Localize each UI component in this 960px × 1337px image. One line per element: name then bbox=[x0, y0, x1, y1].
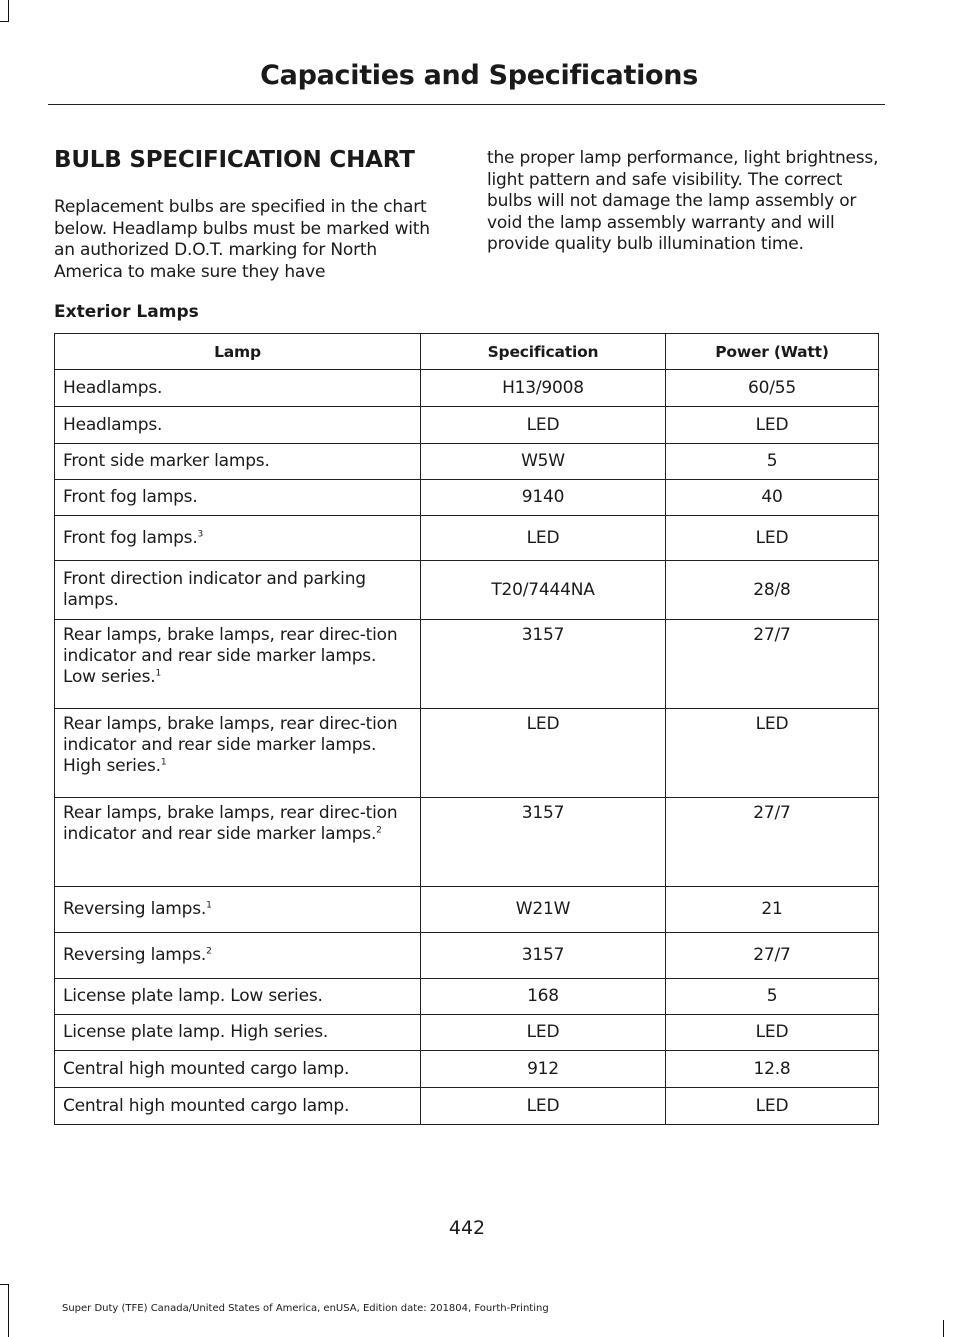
spec-cell: LED bbox=[421, 516, 666, 561]
power-cell: LED bbox=[666, 516, 879, 561]
lamp-cell bbox=[55, 979, 421, 1015]
lamp-name: License plate lamp. Low series. bbox=[63, 986, 323, 1006]
table-row bbox=[55, 1051, 879, 1088]
lamp-name: Central high mounted cargo lamp. bbox=[63, 1058, 350, 1079]
lamp-name: Headlamps. bbox=[63, 377, 163, 398]
power-cell: 28/8 bbox=[666, 561, 879, 620]
lamp-cell bbox=[55, 709, 421, 798]
lamp-name: Front direction indicator and parking lamps. bbox=[63, 569, 366, 610]
table-row bbox=[55, 979, 879, 1015]
lamp-cell bbox=[55, 1015, 421, 1051]
table-row bbox=[55, 561, 879, 620]
table-row bbox=[55, 407, 879, 444]
lamp-name: Reversing lamps. bbox=[63, 899, 207, 919]
lamp-name: Headlamps. bbox=[63, 414, 163, 435]
lamp-name: Front side marker lamps. bbox=[63, 451, 270, 471]
lamp-name: Rear lamps, brake lamps, rear direc-tion indicator and rear side marker lamps. High series. bbox=[63, 714, 398, 776]
spec-cell: LED bbox=[421, 709, 666, 798]
header-divider bbox=[48, 104, 885, 105]
footnote-marker: 1 bbox=[155, 668, 161, 679]
table-row bbox=[55, 370, 879, 407]
table-header-row bbox=[55, 334, 879, 370]
power-cell: LED bbox=[666, 1015, 879, 1051]
power-cell: 27/7 bbox=[666, 933, 879, 979]
lamp-name: Rear lamps, brake lamps, rear direc-tion indicator and rear side marker lamps. bbox=[63, 803, 398, 844]
power-cell: 5 bbox=[666, 444, 879, 480]
table-row bbox=[55, 798, 879, 887]
footnote-marker: 1 bbox=[206, 900, 212, 911]
page-number: 442 bbox=[448, 1217, 486, 1239]
table-row bbox=[55, 933, 879, 979]
spec-cell: 168 bbox=[421, 979, 666, 1015]
section-heading: BULB SPECIFICATION CHART bbox=[54, 147, 415, 173]
footnote-marker: 2 bbox=[376, 825, 382, 836]
lamp-cell bbox=[55, 561, 421, 620]
lamp-name: License plate lamp. High series. bbox=[63, 1022, 329, 1042]
column-header-power: Power (Watt) bbox=[666, 334, 879, 370]
footnote-marker: 2 bbox=[206, 946, 212, 957]
spec-cell: 912 bbox=[421, 1051, 666, 1088]
table-row bbox=[55, 620, 879, 709]
page-header-title: Capacities and Specifications bbox=[260, 60, 698, 91]
spec-cell: 3157 bbox=[421, 798, 666, 887]
crop-mark-top-left-v bbox=[8, 0, 9, 22]
spec-cell: W21W bbox=[421, 887, 666, 933]
table-body bbox=[55, 370, 879, 1125]
lamp-cell bbox=[55, 798, 421, 887]
spec-cell: 3157 bbox=[421, 933, 666, 979]
power-cell: 27/7 bbox=[666, 620, 879, 709]
edition-footer: Super Duty (TFE) Canada/United States of America, enUSA, Edition date: 201804, Fourth-Printing bbox=[62, 1303, 549, 1314]
crop-mark-bottom-left-v bbox=[8, 1284, 9, 1337]
lamp-name: Front fog lamps. bbox=[63, 487, 198, 507]
lamp-cell bbox=[55, 370, 421, 407]
power-cell: 60/55 bbox=[666, 370, 879, 407]
lamp-cell bbox=[55, 933, 421, 979]
lamp-name: Rear lamps, brake lamps, rear direc-tion indicator and rear side marker lamps. Low series. bbox=[63, 625, 398, 687]
spec-cell: T20/7444NA bbox=[421, 561, 666, 620]
table-row bbox=[55, 480, 879, 516]
lamp-cell bbox=[55, 444, 421, 480]
lamp-cell bbox=[55, 407, 421, 444]
spec-cell: LED bbox=[421, 1088, 666, 1125]
spec-cell: LED bbox=[421, 1015, 666, 1051]
bulb-spec-table bbox=[54, 333, 879, 1125]
column-header-specification: Specification bbox=[421, 334, 666, 370]
table-row bbox=[55, 1088, 879, 1125]
power-cell: 5 bbox=[666, 979, 879, 1015]
table-row bbox=[55, 887, 879, 933]
power-cell: LED bbox=[666, 407, 879, 444]
power-cell: 21 bbox=[666, 887, 879, 933]
crop-mark-bottom-left-h bbox=[0, 1284, 9, 1285]
column-header-lamp: Lamp bbox=[55, 334, 421, 370]
lamp-cell bbox=[55, 1051, 421, 1088]
power-cell: 27/7 bbox=[666, 798, 879, 887]
lamp-name: Front fog lamps. bbox=[63, 527, 198, 548]
table-caption: Exterior Lamps bbox=[54, 302, 199, 322]
crop-mark-bottom-right-v bbox=[943, 1320, 944, 1337]
lamp-cell bbox=[55, 1088, 421, 1125]
table-row bbox=[55, 709, 879, 798]
lamp-name: Reversing lamps. bbox=[63, 945, 207, 965]
footnote-marker: 3 bbox=[197, 528, 204, 539]
lamp-cell bbox=[55, 516, 421, 561]
power-cell: LED bbox=[666, 709, 879, 798]
crop-mark-top-left-h bbox=[0, 21, 9, 22]
lamp-cell bbox=[55, 620, 421, 709]
spec-cell: 9140 bbox=[421, 480, 666, 516]
intro-paragraph-left: Replacement bulbs are specified in the chart below. Headlamp bulbs must be marked with an authorized D.O.T. marking for North America to make sure they have bbox=[54, 197, 430, 282]
lamp-name: Central high mounted cargo lamp. bbox=[63, 1095, 350, 1116]
spec-cell: 3157 bbox=[421, 620, 666, 709]
footnote-marker: 1 bbox=[160, 757, 167, 768]
spec-cell: H13/9008 bbox=[421, 370, 666, 407]
spec-cell: LED bbox=[421, 407, 666, 444]
table-row bbox=[55, 444, 879, 480]
lamp-cell bbox=[55, 480, 421, 516]
table-row bbox=[55, 516, 879, 561]
power-cell: 12.8 bbox=[666, 1051, 879, 1088]
table-row bbox=[55, 1015, 879, 1051]
spec-cell: W5W bbox=[421, 444, 666, 480]
power-cell: 40 bbox=[666, 480, 879, 516]
power-cell: LED bbox=[666, 1088, 879, 1125]
intro-paragraph-right: the proper lamp performance, light brightness, light pattern and safe visibility. The correct bulbs will not damage the lamp assembly or void the lamp assembly warranty and will provide quality bulb illumination time. bbox=[487, 148, 879, 254]
lamp-cell bbox=[55, 887, 421, 933]
